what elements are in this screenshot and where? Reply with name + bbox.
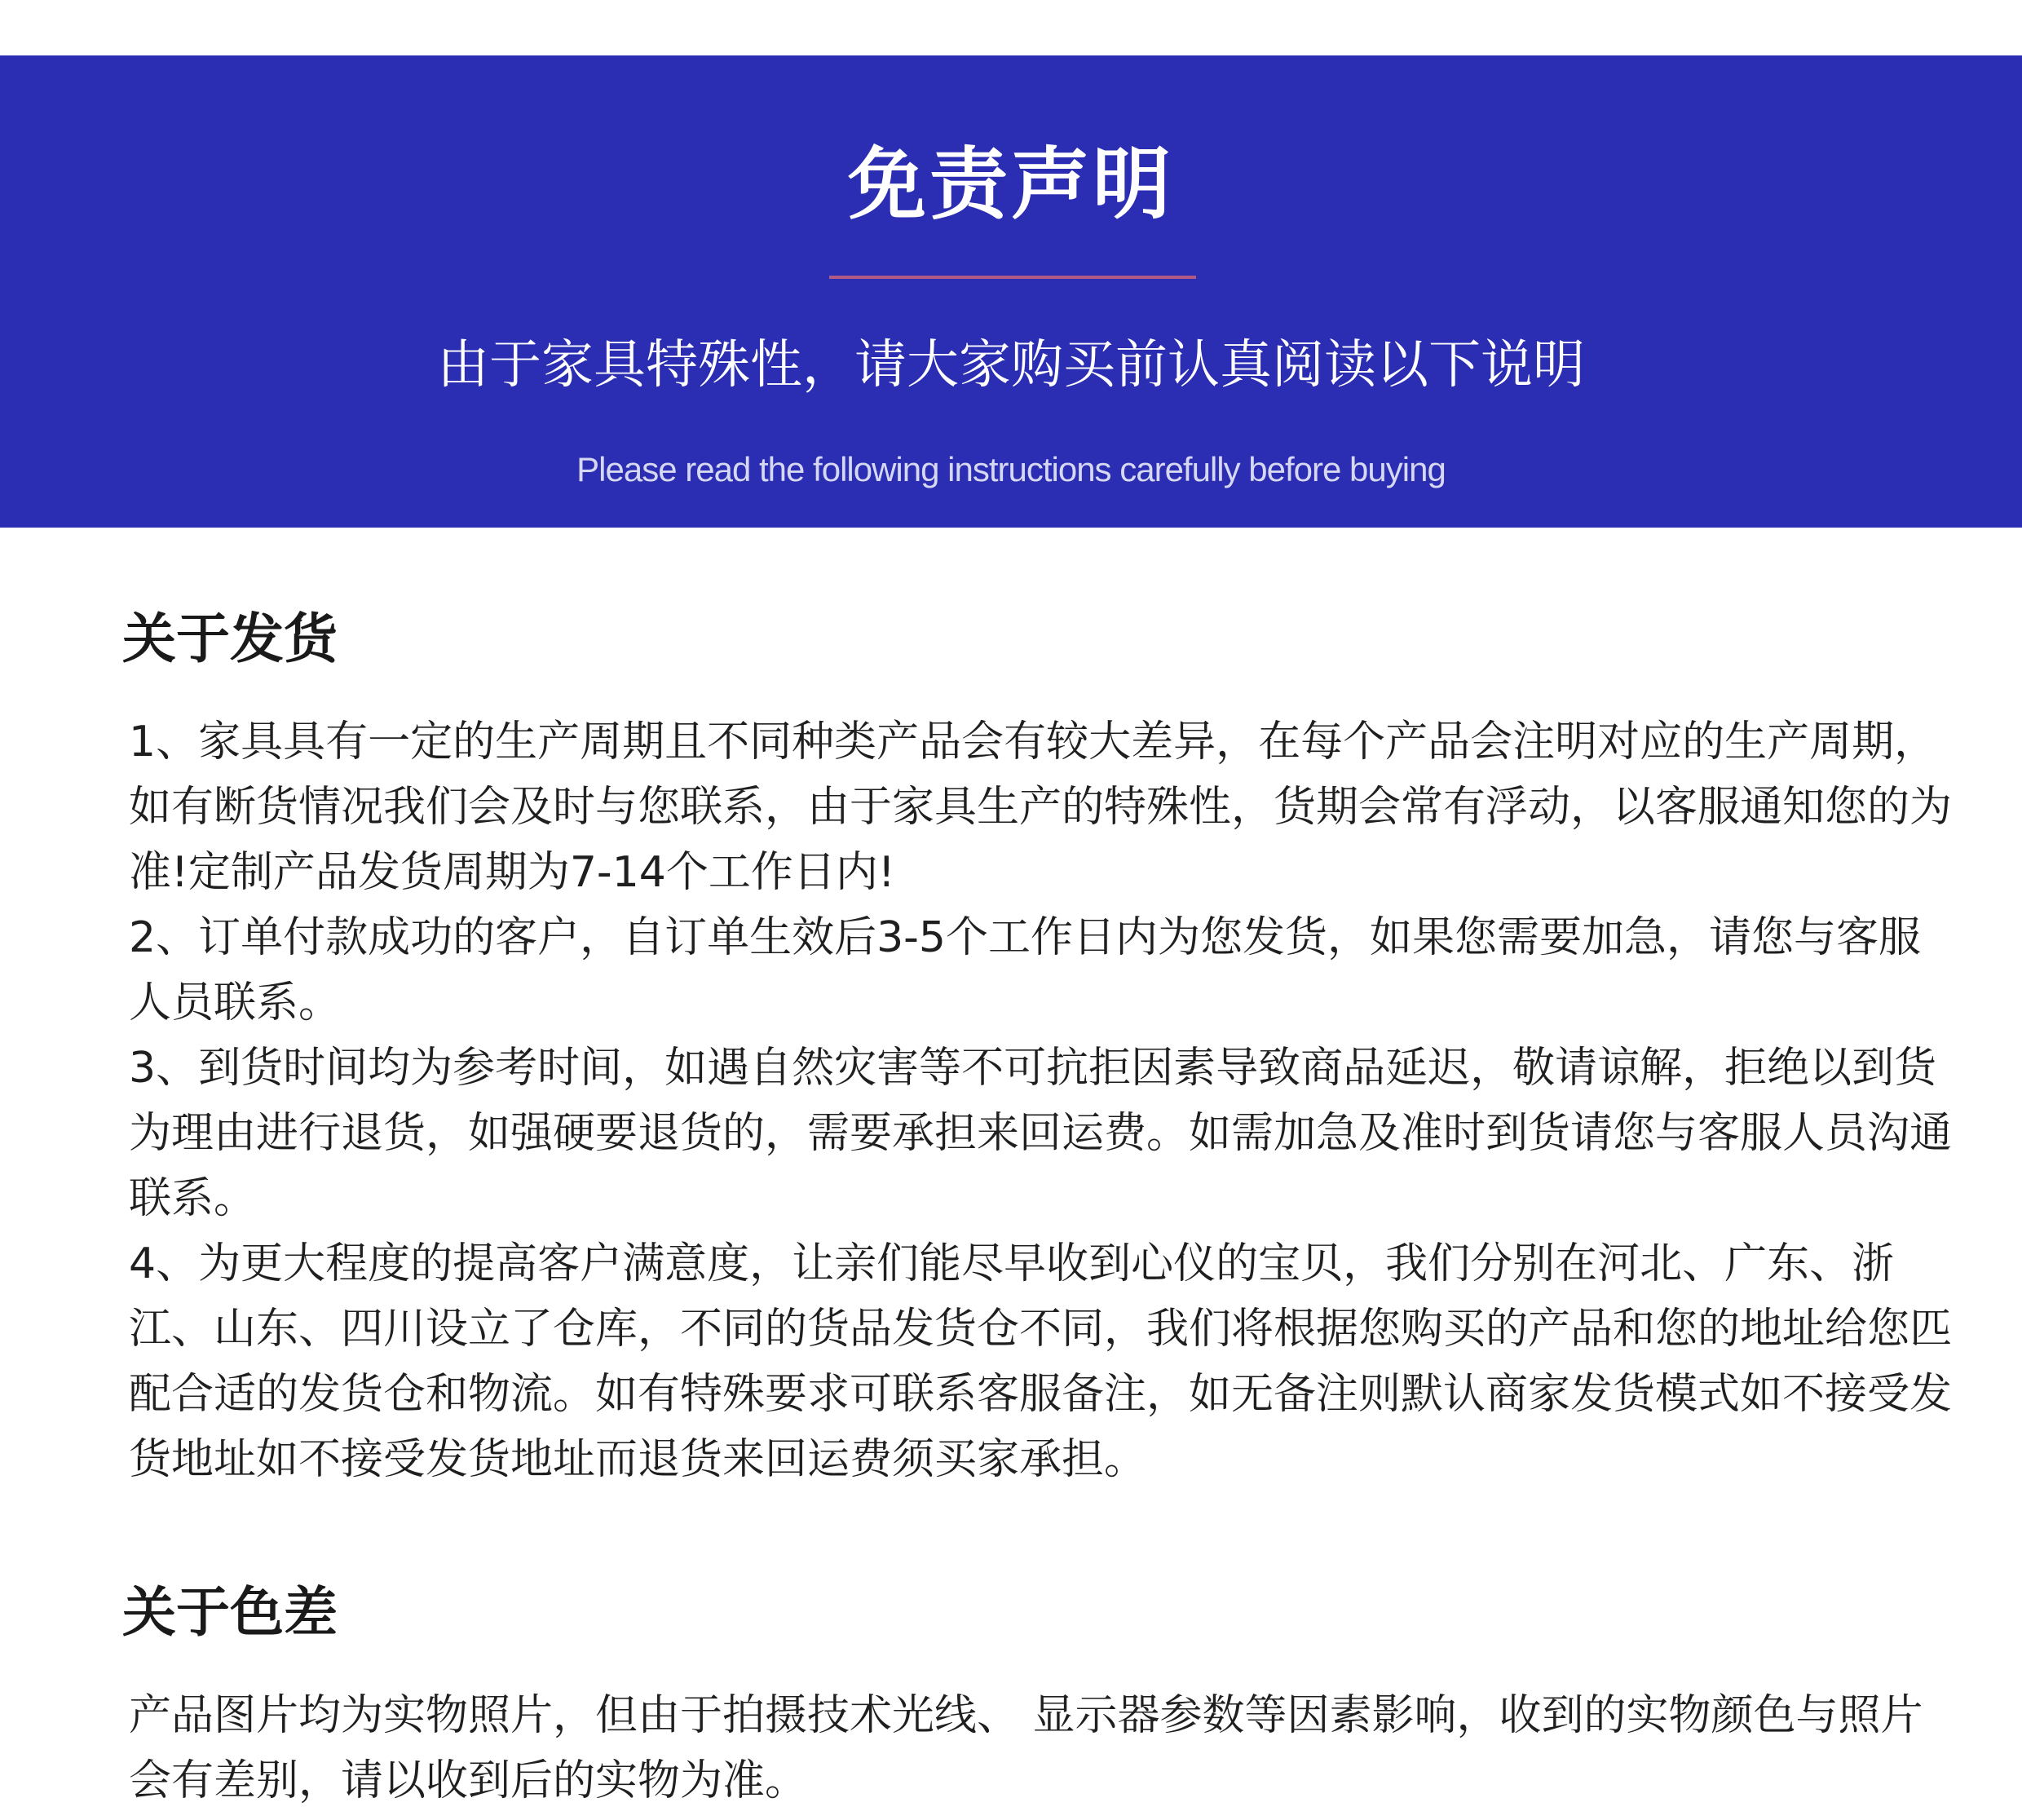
banner-subtitle: 由于家具特殊性，请大家购买前认真阅读以下说明 (437, 335, 1585, 395)
shipping-item-4: 4、为更大程度的提高客户满意度，让亲们能尽早收到心仪的宝贝，我们分别在河北、广东、浙江、山东、四川设立了仓库，不同的货品发货仓不同，我们将根据您购买的产品和您的地址给您匹配合适的发货仓和物流。如有特殊要求可联系客服备注，如无备注则默认商家发货模式如不接受发货地址如不接受发货地址而退货来回运费须买家承担。 (129, 1239, 1953, 1484)
shipping-heading: 关于发货 (122, 607, 338, 670)
banner-title: 免责声明 (848, 139, 1174, 230)
banner-divider (829, 276, 1196, 279)
color-difference-heading: 关于色差 (122, 1581, 338, 1644)
disclaimer-banner (0, 55, 2022, 528)
shipping-item-3: 3、到货时间均为参考时间，如遇自然灾害等不可抗拒因素导致商品延迟，敬请谅解，拒绝以到货为理由进行退货，如强硬要退货的，需要承担来回运费。如需加急及准时到货请您与客服人员沟通联系。 (129, 1044, 1953, 1223)
color-difference-text: 产品图片均为实物照片，但由于拍摄技术光线、 显示器参数等因素影响，收到的实物颜色与照片会有差别，请以收到后的实物为准。 (129, 1691, 1923, 1805)
shipping-items (129, 709, 1955, 1492)
color-difference-text-block (129, 1683, 1955, 1813)
shipping-item-2: 2、订单付款成功的客户，自订单生效后3-5个工作日内为您发货，如果您需要加急，请您与客服人员联系。 (129, 913, 1922, 1027)
shipping-item-1: 1、家具具有一定的生产周期且不同种类产品会有较大差异，在每个产品会注明对应的生产周期，如有断货情况我们会及时与您联系，由于家具生产的特殊性，货期会常有浮动，以客服通知您的为准!定制产品发货周期为7-14个工作日内! (129, 718, 1953, 897)
banner-english-subtitle: Please read the following instructions carefully before buying (576, 450, 1446, 488)
